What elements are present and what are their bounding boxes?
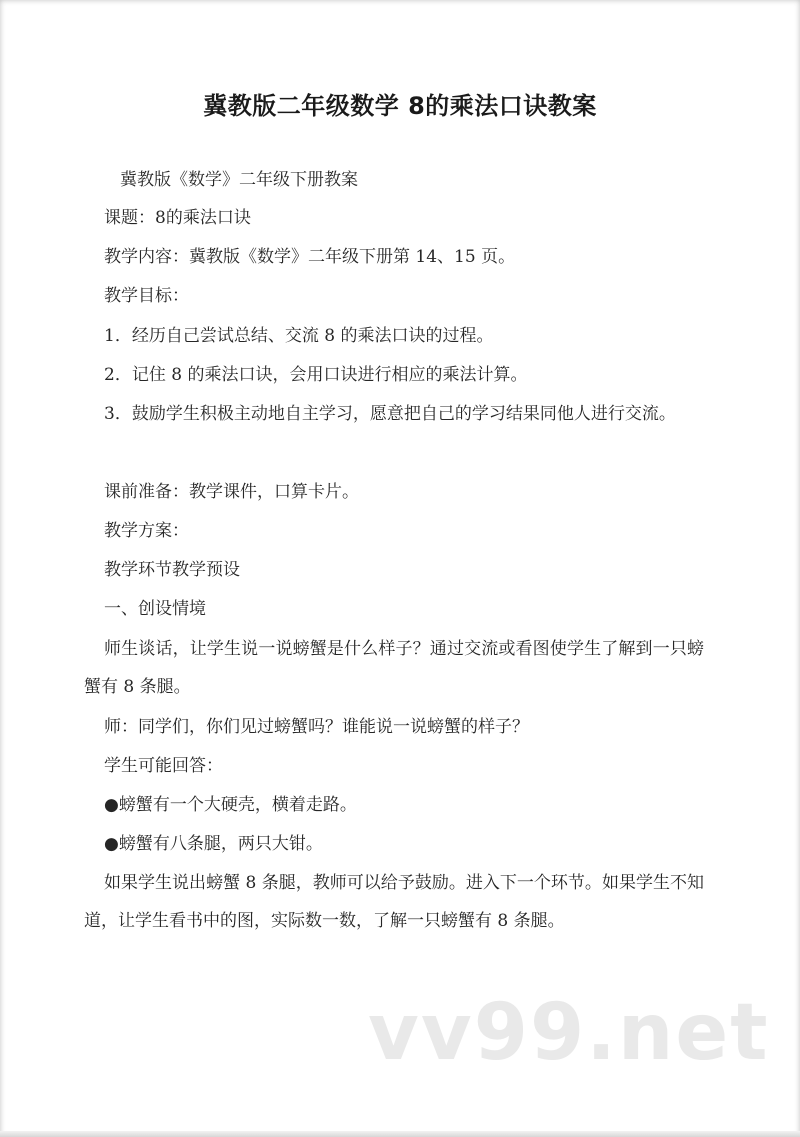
section-heading-scenario: 一、创设情境 bbox=[104, 599, 206, 619]
paragraph-goal-3: 3．鼓励学生积极主动地自主学习，愿意把自己的学习结果同他人进行交流。 bbox=[104, 404, 676, 424]
watermark-text: vv99.net bbox=[368, 988, 770, 1078]
paragraph-teaching-stages: 教学环节教学预设 bbox=[104, 560, 240, 580]
paragraph-lesson-topic: 课题：8的乘法口诀 bbox=[104, 208, 251, 228]
paragraph-teacher-student-talk: 师生谈话，让学生说一说螃蟹是什么样子？通过交流或看图使学生了解到一只螃蟹有 8 条腿。 bbox=[84, 639, 704, 697]
paragraph-goal-2: 2．记住 8 的乘法口诀，会用口诀进行相应的乘法计算。 bbox=[104, 365, 528, 385]
list-item-answer-2: ●螃蟹有八条腿，两只大钳。 bbox=[104, 834, 323, 854]
paragraph-goal-1: 1．经历自己尝试总结、交流 8 的乘法口诀的过程。 bbox=[104, 326, 494, 346]
paragraph-follow-up: 如果学生说出螃蟹 8 条腿，教师可以给予鼓励。进入下一个环节。如果学生不知道，让学生看书中的图，实际数一数，了解一只螃蟹有 8 条腿。 bbox=[84, 873, 704, 931]
paragraph-teaching-content: 教学内容：冀教版《数学》二年级下册第 14、15 页。 bbox=[104, 247, 516, 267]
list-item-answer-1: ●螃蟹有一个大硬壳，横着走路。 bbox=[104, 795, 357, 815]
paragraph-textbook-edition: 冀教版《数学》二年级下册教案 bbox=[120, 170, 358, 190]
document-title: 冀教版二年级数学 8的乘法口诀教案 bbox=[203, 92, 597, 120]
paragraph-teaching-goals-heading: 教学目标： bbox=[104, 286, 189, 306]
paragraph-possible-answers: 学生可能回答： bbox=[104, 756, 223, 776]
page-bottom-edge bbox=[0, 1131, 800, 1137]
paragraph-preparation: 课前准备：教学课件，口算卡片。 bbox=[104, 482, 359, 502]
paragraph-teaching-plan: 教学方案： bbox=[104, 521, 189, 541]
paragraph-teacher-question: 师：同学们，你们见过螃蟹吗？谁能说一说螃蟹的样子？ bbox=[104, 717, 529, 737]
